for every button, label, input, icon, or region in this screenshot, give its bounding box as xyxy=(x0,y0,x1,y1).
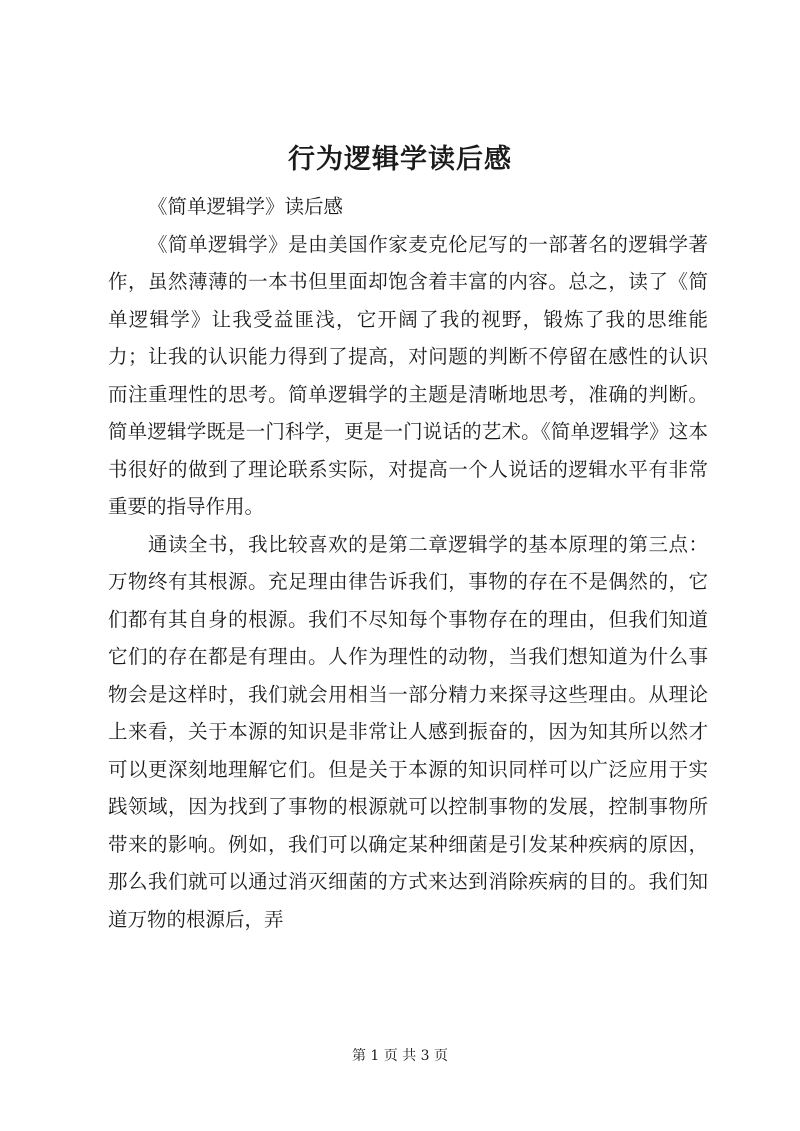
document-title: 行为逻辑学读后感 xyxy=(288,144,512,175)
page-footer: 第 1 页 共 3 页 xyxy=(351,1048,449,1064)
document-body xyxy=(108,188,708,938)
paragraph-1: 《简单逻辑学》是由美国作家麦克伦尼写的一部著名的逻辑学著作，虽然薄薄的一本书但里面却饱含着丰富的内容。总之，读了《简单逻辑学》让我受益匪浅，它开阔了我的视野，锻炼了我的思维能力；让我的认识能力得到了提高，对问题的判断不停留在感性的认识而注重理性的思考。简单逻辑学的主题是清晰地思考，准确的判断。简单逻辑学既是一门科学，更是一门说话的艺术。《简单逻辑学》这本书很好的做到了理论联系实际，对提高一个人说话的逻辑水平有非常重要的指导作用。 xyxy=(108,232,708,518)
paragraph-2: 通读全书，我比较喜欢的是第二章逻辑学的基本原理的第三点：万物终有其根源。充足理由律告诉我们，事物的存在不是偶然的，它们都有其自身的根源。我们不尽知每个事物存在的理由，但我们知道它们的存在都是有理由。人作为理性的动物，当我们想知道为什么事物会是这样时，我们就会用相当一部分精力来探寻这些理由。从理论上来看，关于本源的知识是非常让人感到振奋的，因为知其所以然才可以更深刻地理解它们。但是关于本源的知识同样可以广泛应用于实践领域，因为找到了事物的根源就可以控制事物的发展，控制事物所带来的影响。例如，我们可以确定某种细菌是引发某种疾病的原因，那么我们就可以通过消灭细菌的方式来达到消除疾病的目的。我们知道万物的根源后，弄 xyxy=(108,532,708,931)
document-subtitle: 《简单逻辑学》读后感 xyxy=(148,195,344,218)
